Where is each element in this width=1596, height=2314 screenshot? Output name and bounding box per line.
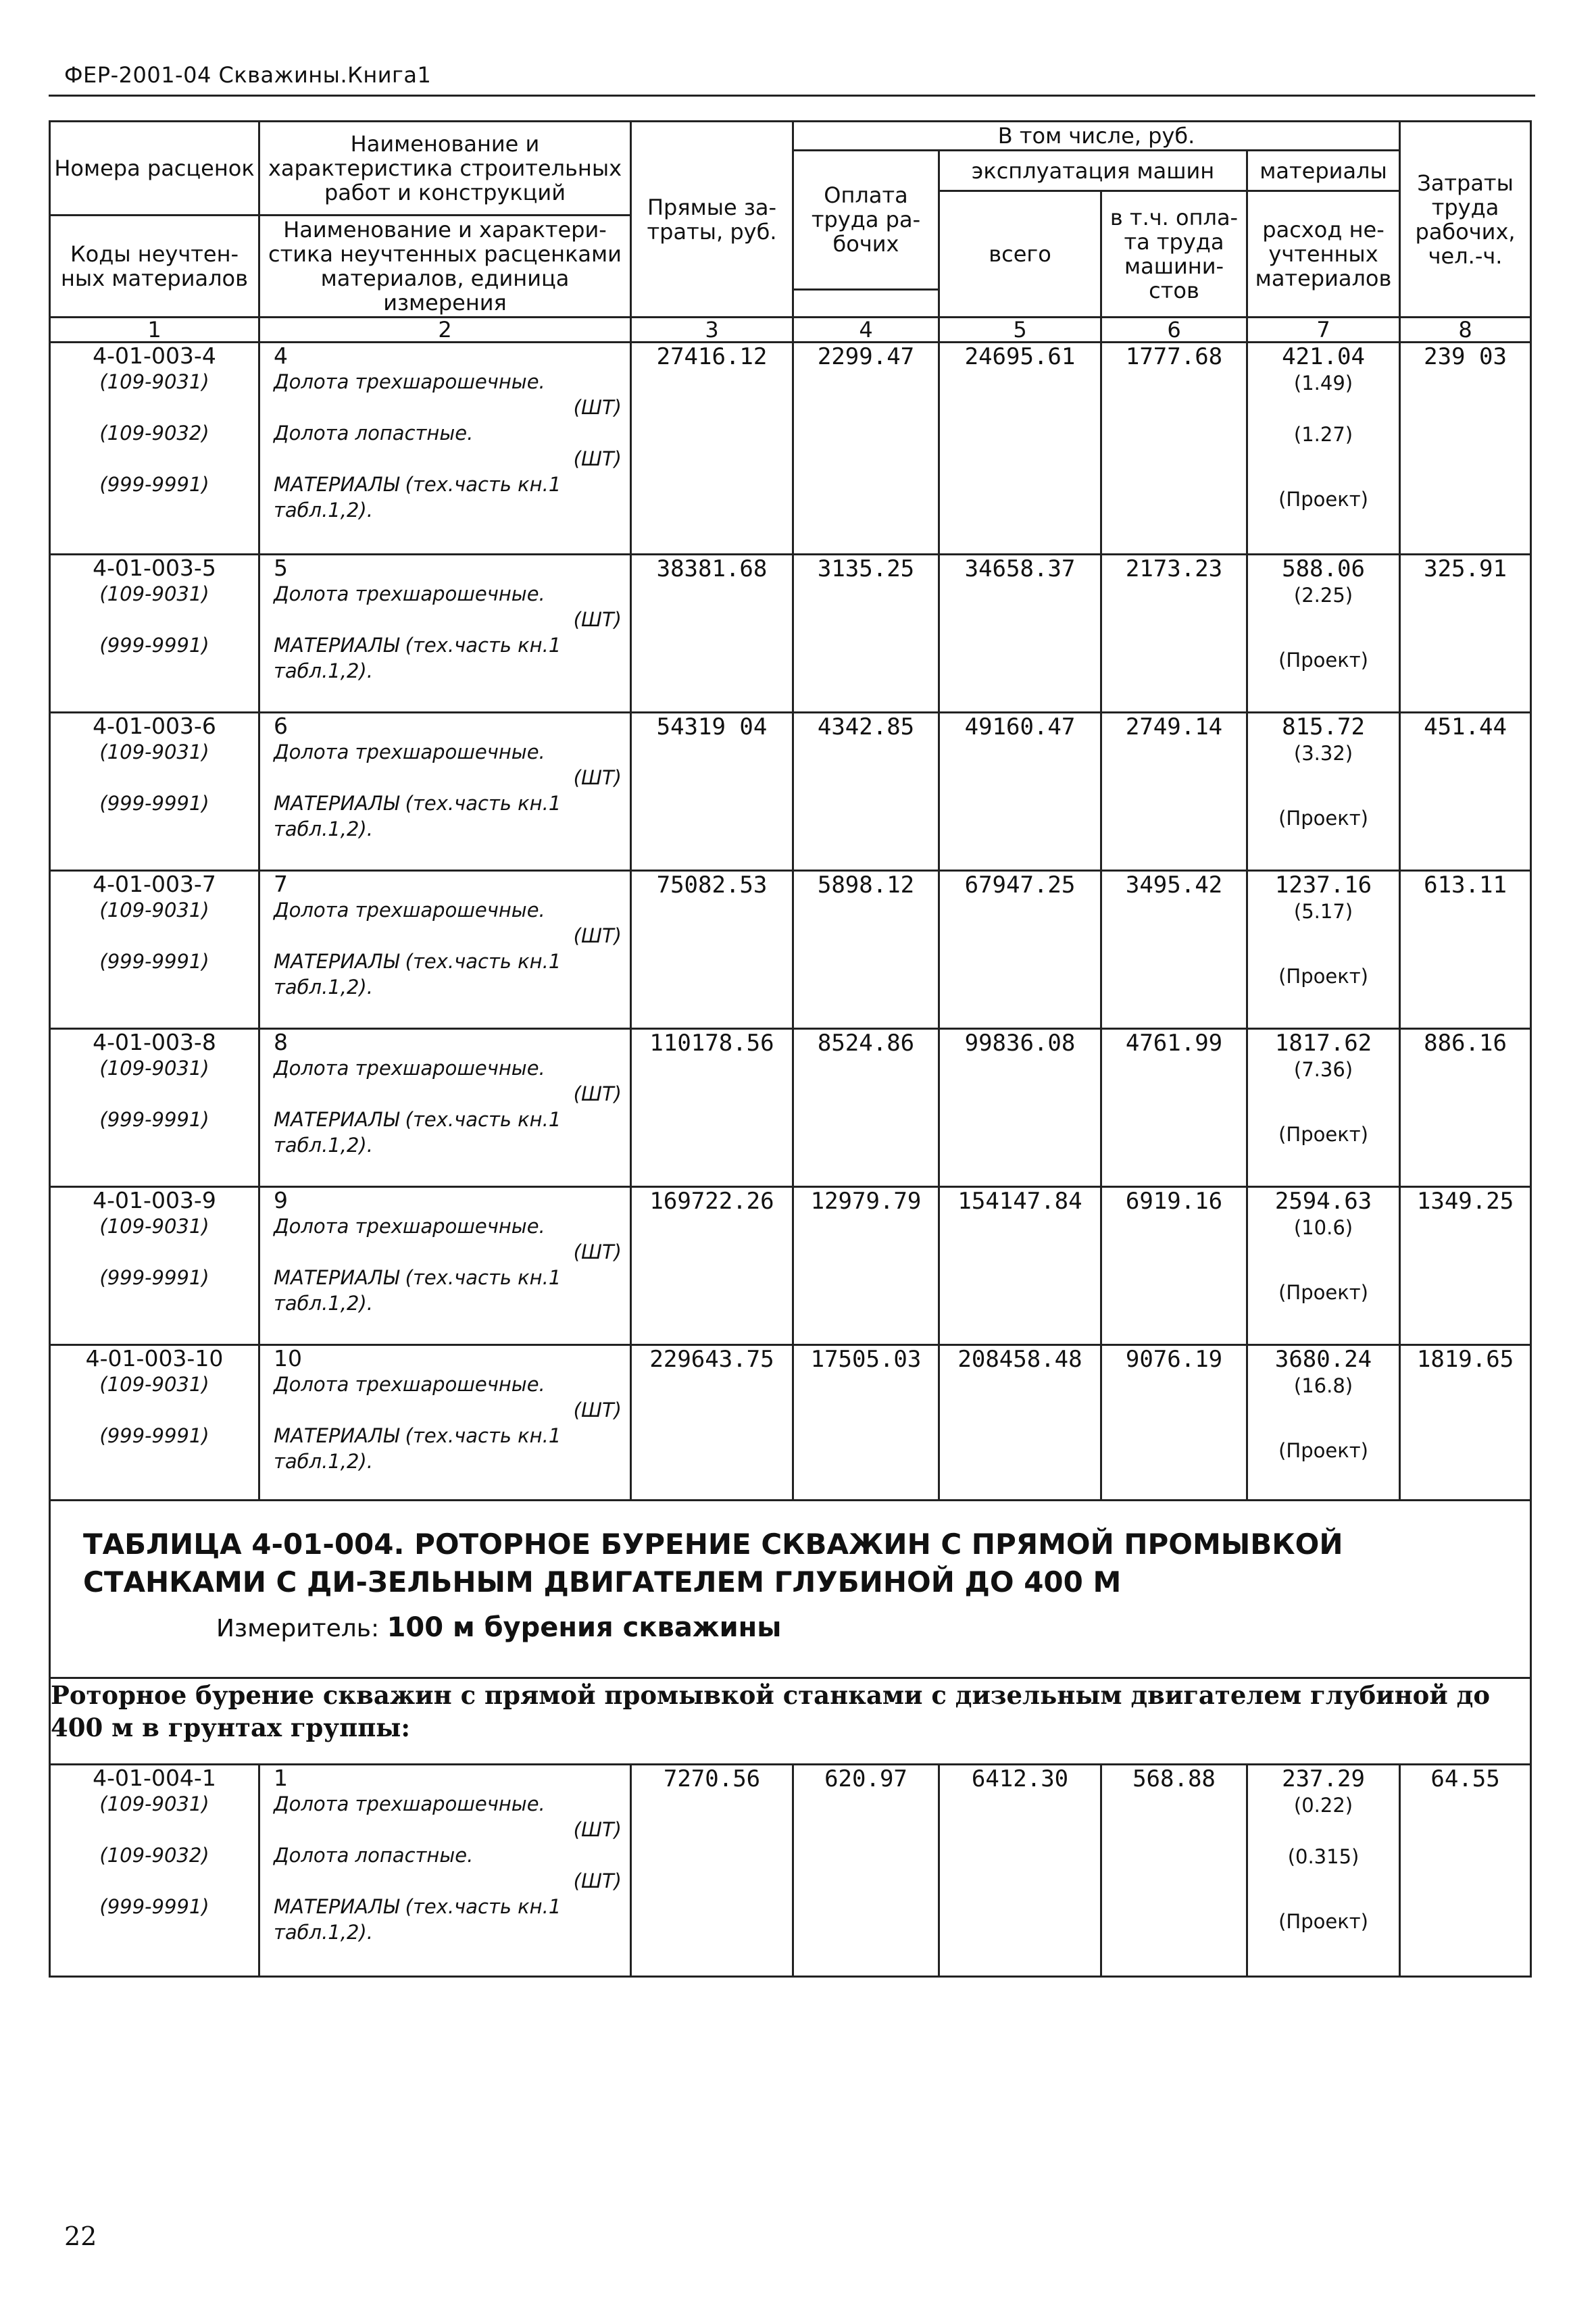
col-material-codes-header: Коды неучтен-ных материалов xyxy=(50,216,259,318)
labor-pay-cell xyxy=(793,1765,939,1977)
material-code: (109-9032) xyxy=(99,1844,209,1867)
machines-total: 208458.48 xyxy=(957,1346,1082,1373)
labor-pay: 5898.12 xyxy=(817,872,915,899)
material-consumption: (1.27) xyxy=(1293,423,1353,446)
material-code: (109-9031) xyxy=(99,740,209,763)
labor-hours-cell xyxy=(1400,343,1531,555)
measure-value: 100 м бурения скважины xyxy=(386,1612,782,1643)
materials: 1237.16 xyxy=(1274,872,1372,899)
material-item xyxy=(260,897,630,949)
labor-pay: 17505.03 xyxy=(810,1346,922,1373)
material-name: Долота трехшарошечные. xyxy=(274,1057,545,1080)
direct-costs-cell xyxy=(631,713,793,871)
rate-code-cell xyxy=(50,871,259,1029)
machines-total: 67947.25 xyxy=(964,872,1076,899)
material-unit: (ШТ) xyxy=(573,1240,622,1263)
labor-hours: 1349.25 xyxy=(1416,1188,1514,1215)
labor-pay-cell xyxy=(793,1029,939,1187)
material-code: (109-9031) xyxy=(99,899,209,922)
work-name-cell xyxy=(259,1187,631,1345)
rate-name: 5 xyxy=(274,555,288,581)
column-number: 5 xyxy=(939,318,1101,343)
material-consumption: (Проект) xyxy=(1278,1281,1368,1304)
operators-pay: 3495.42 xyxy=(1125,872,1223,899)
rate-code: 4-01-003-4 xyxy=(93,343,216,369)
material-consumption: (Проект) xyxy=(1278,1910,1368,1933)
material-name: МАТЕРИАЛЫ (тех.часть кн.1 табл.1,2). xyxy=(274,1108,562,1157)
material-unit: (ШТ) xyxy=(573,1399,622,1422)
table-row xyxy=(50,1765,1531,1977)
materials-cell xyxy=(1247,1187,1400,1345)
materials-cell xyxy=(1247,1345,1400,1501)
material-unit: (ШТ) xyxy=(573,766,622,789)
material-consumption: (Проект) xyxy=(1278,1439,1368,1462)
material-item xyxy=(260,581,630,632)
column-number: 8 xyxy=(1400,318,1531,343)
materials: 815.72 xyxy=(1282,713,1365,740)
rate-code-cell xyxy=(50,713,259,871)
labor-hours-cell xyxy=(1400,1029,1531,1187)
material-consumption: (2.25) xyxy=(1293,584,1353,607)
direct-costs-cell xyxy=(631,555,793,713)
col-labor-hours-header: Затраты труда рабочих, чел.-ч. xyxy=(1400,122,1531,318)
material-unit: (ШТ) xyxy=(573,608,622,631)
labor-pay: 3135.25 xyxy=(817,555,915,582)
direct-costs: 38381.68 xyxy=(656,555,768,582)
table-body-4-01-003 xyxy=(50,343,1531,1501)
material-name: Долота трехшарошечные. xyxy=(274,370,545,393)
rate-code: 4-01-003-5 xyxy=(93,555,216,581)
machines-total: 6412.30 xyxy=(971,1765,1069,1792)
table-row xyxy=(50,343,1531,555)
labor-pay-cell xyxy=(793,713,939,871)
table-row xyxy=(50,713,1531,871)
work-name-cell xyxy=(259,871,631,1029)
operators-pay-cell xyxy=(1101,1187,1247,1345)
direct-costs: 54319 04 xyxy=(656,713,768,740)
rate-code-cell xyxy=(50,1029,259,1187)
header-rule xyxy=(49,95,1535,97)
material-unit: (ШТ) xyxy=(573,1869,622,1892)
materials: 2594.63 xyxy=(1274,1188,1372,1215)
rate-name: 6 xyxy=(274,713,288,739)
machines-total: 24695.61 xyxy=(964,343,1076,370)
direct-costs: 229643.75 xyxy=(649,1346,774,1373)
material-item xyxy=(260,1894,630,1945)
direct-costs-cell xyxy=(631,343,793,555)
material-name: Долота трехшарошечные. xyxy=(274,1792,545,1815)
labor-hours-cell xyxy=(1400,871,1531,1029)
table-row xyxy=(50,1029,1531,1187)
work-name-cell xyxy=(259,1765,631,1977)
table-row xyxy=(50,1345,1531,1501)
rate-code: 4-01-003-6 xyxy=(93,713,216,739)
col-rate-number-header: Номера расценок xyxy=(50,122,259,216)
materials-cell xyxy=(1247,1765,1400,1977)
material-item xyxy=(260,1265,630,1316)
labor-pay: 12979.79 xyxy=(810,1188,922,1215)
materials-cell xyxy=(1247,343,1400,555)
running-head: ФЕР-2001-04 Скважины.Книга1 xyxy=(64,62,432,88)
col-labor-pay-header: Оплата труда ра-бочих xyxy=(793,151,939,290)
material-code: (999-9991) xyxy=(99,1266,209,1289)
material-consumption: (0.22) xyxy=(1293,1794,1353,1817)
materials: 588.06 xyxy=(1282,555,1365,582)
materials: 3680.24 xyxy=(1274,1346,1372,1373)
direct-costs: 169722.26 xyxy=(649,1188,774,1215)
rate-code: 4-01-004-1 xyxy=(93,1765,216,1791)
col-work-name-header: Наименование и характеристика строительных работ и конструкций xyxy=(259,122,631,216)
material-code: (999-9991) xyxy=(99,1108,209,1131)
direct-costs-cell xyxy=(631,1765,793,1977)
operators-pay: 4761.99 xyxy=(1125,1030,1223,1057)
material-consumption: (Проект) xyxy=(1278,965,1368,988)
labor-hours: 613.11 xyxy=(1424,872,1507,899)
operators-pay: 1777.68 xyxy=(1125,343,1223,370)
material-consumption: (16.8) xyxy=(1293,1374,1353,1397)
direct-costs: 27416.12 xyxy=(656,343,768,370)
operators-pay: 2749.14 xyxy=(1125,713,1223,740)
rate-code-cell xyxy=(50,1187,259,1345)
rate-code-cell xyxy=(50,555,259,713)
rates-table xyxy=(49,120,1532,1978)
labor-hours-cell xyxy=(1400,1345,1531,1501)
table-row xyxy=(50,871,1531,1029)
column-number: 3 xyxy=(631,318,793,343)
direct-costs-cell xyxy=(631,1345,793,1501)
column-number: 1 xyxy=(50,318,259,343)
machines-total-cell xyxy=(939,713,1101,871)
labor-pay-cell xyxy=(793,343,939,555)
material-name: МАТЕРИАЛЫ (тех.часть кн.1 табл.1,2). xyxy=(274,792,562,840)
material-item xyxy=(260,739,630,790)
rate-code-cell xyxy=(50,1345,259,1501)
materials: 421.04 xyxy=(1282,343,1365,370)
labor-pay-cell xyxy=(793,1187,939,1345)
direct-costs-cell xyxy=(631,1187,793,1345)
material-name: МАТЕРИАЛЫ (тех.часть кн.1 табл.1,2). xyxy=(274,473,562,522)
section-title-cell xyxy=(50,1501,1531,1678)
material-code: (999-9991) xyxy=(99,473,209,496)
material-unit: (ШТ) xyxy=(573,396,622,419)
material-consumption: (10.6) xyxy=(1293,1216,1353,1239)
labor-pay: 2299.47 xyxy=(817,343,915,370)
rate-code: 4-01-003-10 xyxy=(85,1345,224,1372)
rate-name: 4 xyxy=(274,343,288,369)
labor-pay: 4342.85 xyxy=(817,713,915,740)
machines-total-cell xyxy=(939,871,1101,1029)
rate-code-cell xyxy=(50,1765,259,1977)
rate-name: 1 xyxy=(274,1765,288,1791)
rate-code: 4-01-003-9 xyxy=(93,1187,216,1213)
material-code: (109-9031) xyxy=(99,370,209,393)
material-item xyxy=(260,632,630,684)
material-consumption: (Проект) xyxy=(1278,1123,1368,1146)
labor-hours-cell xyxy=(1400,555,1531,713)
materials-cell xyxy=(1247,1029,1400,1187)
rate-code-cell xyxy=(50,343,259,555)
labor-pay: 8524.86 xyxy=(817,1030,915,1057)
material-name: Долота трехшарошечные. xyxy=(274,1373,545,1396)
material-name: Долота трехшарошечные. xyxy=(274,899,545,922)
machines-total-cell xyxy=(939,1765,1101,1977)
labor-pay: 620.97 xyxy=(824,1765,907,1792)
materials-group-header: материалы xyxy=(1247,151,1400,191)
material-name: Долота лопастные. xyxy=(274,422,474,445)
material-code: (999-9991) xyxy=(99,1424,209,1447)
material-item xyxy=(260,949,630,1000)
material-item xyxy=(260,1842,630,1894)
col-machines-total-header: всего xyxy=(939,191,1101,318)
machines-total: 49160.47 xyxy=(964,713,1076,740)
material-code: (999-9991) xyxy=(99,1895,209,1918)
material-item xyxy=(260,790,630,842)
material-name: МАТЕРИАЛЫ (тех.часть кн.1 табл.1,2). xyxy=(274,1895,562,1944)
material-item xyxy=(260,1055,630,1107)
labor-pay-cell xyxy=(793,871,939,1029)
material-code: (999-9991) xyxy=(99,950,209,973)
measure-label: Измеритель: xyxy=(216,1615,380,1642)
material-unit: (ШТ) xyxy=(573,924,622,947)
operators-pay: 9076.19 xyxy=(1125,1346,1223,1373)
machines-total-cell xyxy=(939,1029,1101,1187)
machines-total: 99836.08 xyxy=(964,1030,1076,1057)
material-code: (999-9991) xyxy=(99,792,209,815)
column-number: 4 xyxy=(793,318,939,343)
operators-pay: 568.88 xyxy=(1132,1765,1216,1792)
table-row xyxy=(50,555,1531,713)
material-consumption: (7.36) xyxy=(1293,1058,1353,1081)
work-name-cell xyxy=(259,555,631,713)
rate-code: 4-01-003-7 xyxy=(93,871,216,897)
material-unit: (ШТ) xyxy=(573,1082,622,1105)
rate-name: 9 xyxy=(274,1187,288,1213)
direct-costs: 75082.53 xyxy=(656,872,768,899)
machines-total-cell xyxy=(939,1345,1101,1501)
materials-cell xyxy=(1247,713,1400,871)
rate-name: 7 xyxy=(274,871,288,897)
material-code: (109-9032) xyxy=(99,422,209,445)
direct-costs: 7270.56 xyxy=(663,1765,761,1792)
material-item xyxy=(260,1423,630,1474)
material-name: Долота трехшарошечные. xyxy=(274,582,545,605)
operators-pay-cell xyxy=(1101,871,1247,1029)
rate-code: 4-01-003-8 xyxy=(93,1029,216,1055)
column-number: 7 xyxy=(1247,318,1400,343)
labor-hours: 1819.65 xyxy=(1416,1346,1514,1373)
work-name-cell xyxy=(259,713,631,871)
material-item xyxy=(260,369,630,420)
material-unit: (ШТ) xyxy=(573,1818,622,1841)
materials: 237.29 xyxy=(1282,1765,1365,1792)
section-header xyxy=(50,1501,1531,1765)
rate-name: 8 xyxy=(274,1029,288,1055)
material-consumption: (5.17) xyxy=(1293,900,1353,923)
operators-pay-cell xyxy=(1101,713,1247,871)
machines-total: 154147.84 xyxy=(957,1188,1082,1215)
material-item xyxy=(260,1372,630,1423)
machines-header: эксплуатация машин xyxy=(939,151,1247,191)
col-materials-header: расход не-учтенных материалов xyxy=(1247,191,1400,318)
machines-total-cell xyxy=(939,1187,1101,1345)
operators-pay: 2173.23 xyxy=(1125,555,1223,582)
work-name-cell xyxy=(259,343,631,555)
material-unit: (ШТ) xyxy=(573,447,622,470)
material-consumption: (1.49) xyxy=(1293,372,1353,395)
direct-costs-cell xyxy=(631,1029,793,1187)
direct-costs: 110178.56 xyxy=(649,1030,774,1057)
material-name: МАТЕРИАЛЫ (тех.часть кн.1 табл.1,2). xyxy=(274,950,562,999)
page-number: 22 xyxy=(64,2221,97,2251)
material-code: (999-9991) xyxy=(99,634,209,657)
material-name: МАТЕРИАЛЫ (тех.часть кн.1 табл.1,2). xyxy=(274,634,562,682)
including-header: В том числе, руб. xyxy=(793,122,1400,151)
labor-hours-cell xyxy=(1400,1187,1531,1345)
column-number: 6 xyxy=(1101,318,1247,343)
material-item xyxy=(260,1213,630,1265)
material-name: МАТЕРИАЛЫ (тех.часть кн.1 табл.1,2). xyxy=(274,1266,562,1315)
labor-hours-cell xyxy=(1400,713,1531,871)
labor-hours: 239 03 xyxy=(1424,343,1507,370)
material-consumption: (Проект) xyxy=(1278,807,1368,830)
section-title: ТАБЛИЦА 4-01-004. РОТОРНОЕ БУРЕНИЕ СКВАЖИН С ПРЯМОЙ ПРОМЫВКОЙ СТАНКАМИ С ДИ-ЗЕЛЬНЫМ ДВИГАТЕЛЕМ ГЛУБИНОЙ ДО 400 М xyxy=(83,1528,1343,1599)
machines-total-cell xyxy=(939,343,1101,555)
col-operators-pay-header: в т.ч. опла-та труда машини-стов xyxy=(1101,191,1247,318)
col-material-names-header: Наименование и характери-стика неучтенных расценками материалов, единица измерения xyxy=(259,216,631,318)
operators-pay-cell xyxy=(1101,555,1247,713)
work-name-cell xyxy=(259,1029,631,1187)
materials-cell xyxy=(1247,555,1400,713)
labor-hours: 451.44 xyxy=(1424,713,1507,740)
operators-pay-cell xyxy=(1101,1029,1247,1187)
operators-pay: 6919.16 xyxy=(1125,1188,1223,1215)
work-name-cell xyxy=(259,1345,631,1501)
column-number: 2 xyxy=(259,318,631,343)
material-item xyxy=(260,1791,630,1842)
operators-pay-cell xyxy=(1101,1765,1247,1977)
operators-pay-cell xyxy=(1101,1345,1247,1501)
material-consumption: (0.315) xyxy=(1287,1845,1360,1868)
material-name: Долота трехшарошечные. xyxy=(274,1215,545,1238)
material-consumption: (Проект) xyxy=(1278,649,1368,672)
labor-pay-cell xyxy=(793,555,939,713)
material-code: (109-9031) xyxy=(99,1057,209,1080)
material-item xyxy=(260,1107,630,1158)
material-item xyxy=(260,420,630,472)
material-code: (109-9031) xyxy=(99,1215,209,1238)
material-consumption: (3.32) xyxy=(1293,742,1353,765)
operators-pay-cell xyxy=(1101,343,1247,555)
labor-hours: 325.91 xyxy=(1424,555,1507,582)
material-item xyxy=(260,472,630,523)
material-name: МАТЕРИАЛЫ (тех.часть кн.1 табл.1,2). xyxy=(274,1424,562,1473)
table-row xyxy=(50,1187,1531,1345)
material-code: (109-9031) xyxy=(99,1792,209,1815)
material-code: (109-9031) xyxy=(99,582,209,605)
material-name: Долота трехшарошечные. xyxy=(274,740,545,763)
col-direct-costs-header: Прямые за-траты, руб. xyxy=(631,122,793,318)
labor-pay-cell xyxy=(793,1345,939,1501)
machines-total-cell xyxy=(939,555,1101,713)
rate-name: 10 xyxy=(274,1345,302,1372)
direct-costs-cell xyxy=(631,871,793,1029)
labor-hours-cell xyxy=(1400,1765,1531,1977)
materials: 1817.62 xyxy=(1274,1030,1372,1057)
section-measure xyxy=(51,1601,1530,1677)
machines-total: 34658.37 xyxy=(964,555,1076,582)
labor-hours: 64.55 xyxy=(1430,1765,1500,1792)
material-consumption: (Проект) xyxy=(1278,488,1368,511)
material-name: Долота лопастные. xyxy=(274,1844,474,1867)
materials-cell xyxy=(1247,871,1400,1029)
material-code: (109-9031) xyxy=(99,1373,209,1396)
labor-hours: 886.16 xyxy=(1424,1030,1507,1057)
group-title: Роторное бурение скважин с прямой промывкой станками с дизельным двигателем глубиной до 400 м в грунтах группы: xyxy=(50,1678,1531,1765)
table-body-4-01-004 xyxy=(50,1765,1531,1977)
